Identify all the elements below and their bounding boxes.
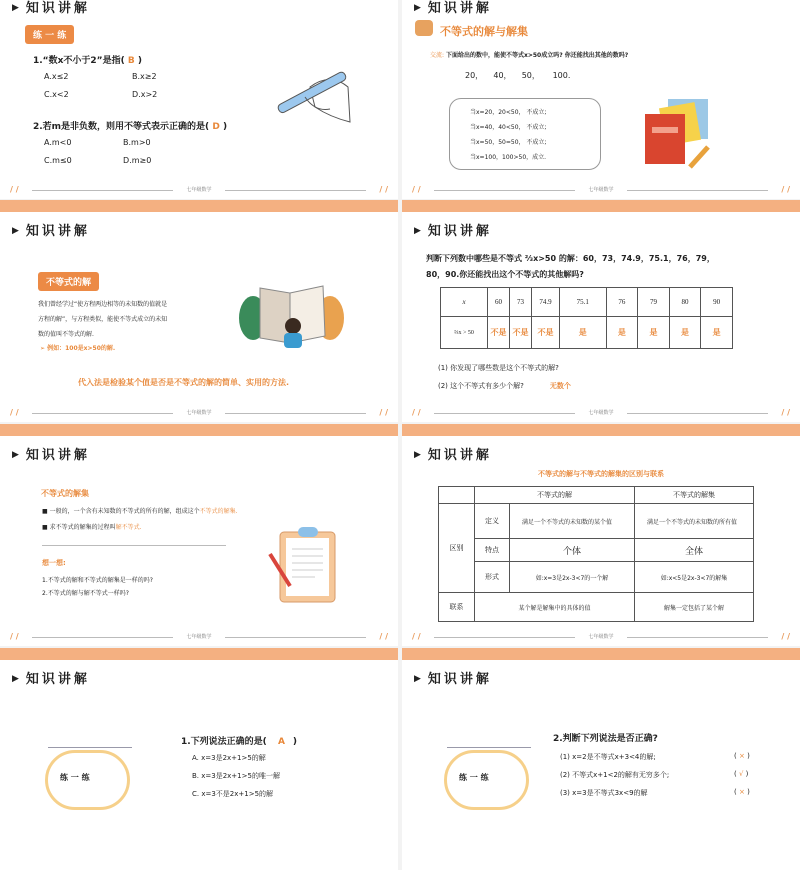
comparison-table	[438, 486, 754, 622]
slide-title: ▶ 知识讲解	[12, 0, 90, 16]
result-cell: 是	[606, 317, 638, 349]
answer-line: 当x=50，50=50， 不成立;	[470, 139, 547, 146]
x-cell: 76	[606, 288, 638, 317]
slide-inequality-solution[interactable]	[0, 200, 398, 422]
string	[48, 747, 132, 748]
empty-cell	[439, 487, 475, 504]
bullet-1: ■ 一般的，一个含有未知数的不等式的所有的解，组成这个不等式的解集.	[42, 508, 238, 515]
col-header: 不等式的解集	[635, 487, 754, 504]
slide-title: ▶ 知识讲解	[414, 668, 492, 687]
definition-text	[38, 297, 167, 342]
cloud-label: 练 一 练	[60, 773, 90, 782]
question-1: 1.“数x不小于2”是指( B )	[33, 56, 142, 66]
numbers: 20， 40， 50， 100.	[465, 71, 571, 80]
option: B.m>0	[123, 138, 151, 147]
statement: (3) x=3是不等式3x<9的解	[560, 789, 648, 797]
x-cell: 73	[510, 288, 532, 317]
result-cell: 是	[701, 317, 733, 349]
sub-question-1: (1) 你发现了哪些数是这个不等式的解?	[438, 364, 559, 372]
slide-title: ▶ 知识讲解	[12, 444, 90, 463]
result-cell: 是	[638, 317, 670, 349]
header-cell: x	[441, 288, 488, 317]
answer: ( × )	[734, 788, 750, 796]
slide-band	[0, 648, 398, 660]
row-label: 形式	[475, 562, 510, 593]
think-question: 2.不等式的解与解不等式一样吗?	[42, 590, 129, 597]
slide-title: ▶ 知识讲解	[414, 220, 492, 239]
cloud-label: 练 一 练	[459, 773, 489, 782]
cell: 如:x=3是2x-3<7的一个解	[510, 562, 635, 593]
slide-practice-2[interactable]	[0, 648, 398, 870]
cell: 如:x<5是2x-3<7的解集	[635, 562, 754, 593]
cell: 满足一个不等式的未知数的所有值	[635, 504, 754, 539]
x-cell: 80	[669, 288, 701, 317]
slide-band	[402, 200, 800, 212]
slide-solution-and-set[interactable]	[402, 0, 800, 199]
result-cell: 是	[560, 317, 607, 349]
answer-line: 当x=40，40<50， 不成立;	[470, 124, 547, 131]
slide-band	[402, 648, 800, 660]
slide-judge-solutions[interactable]	[402, 200, 800, 422]
option: C. x=3不是2x+1>5的解	[192, 790, 274, 798]
question-line: 80，90.你还能找出这个不等式的其他解吗?	[426, 270, 584, 279]
text-line: 数的值叫不等式的解.	[38, 331, 94, 338]
string	[447, 747, 531, 748]
cell: 满足一个不等式的未知数的某个值	[510, 504, 635, 539]
row-label: 联系	[439, 593, 475, 622]
slide-title: ▶ 知识讲解	[12, 668, 90, 687]
row-label: 定义	[475, 504, 510, 539]
hand-pen-illustration	[270, 67, 355, 127]
option: D.x>2	[132, 90, 158, 99]
answer: ( √ )	[734, 770, 749, 778]
result-cell: 不是	[532, 317, 560, 349]
option: C.m≤0	[44, 156, 72, 165]
clipboard-illustration	[265, 524, 340, 609]
slide-practice-1[interactable]	[0, 0, 398, 199]
exchange-line: 交流: 下面给出的数中，能使不等式x>50成立吗? 你还能找出其他的数吗?	[430, 52, 629, 59]
think-heading: 想一想:	[42, 559, 66, 567]
slide-title: ▶ 知识讲解	[12, 220, 90, 239]
option: A.x≤2	[44, 72, 69, 81]
cell: 解集一定包括了某个解	[635, 593, 754, 622]
judge-table	[440, 287, 733, 349]
table-heading: 不等式的解与不等式的解集的区别与联系	[538, 470, 664, 478]
think-question: 1.不等式的解和不等式的解集是一样的吗?	[42, 577, 153, 584]
divider	[42, 545, 226, 546]
text-line: 方程的解”，与方程类似，能使不等式成立的未知	[38, 316, 168, 323]
option: A. x=3是2x+1>5的解	[192, 754, 266, 762]
slide-title: ▶ 知识讲解	[414, 0, 492, 16]
option: A.m<0	[44, 138, 72, 147]
question: 1.下列说法正确的是( A )	[181, 737, 298, 747]
question	[426, 251, 715, 283]
text-line: 我们曾经学过“使方程两边相等的未知数的值就是	[38, 301, 168, 308]
option: C.x<2	[44, 90, 69, 99]
books-illustration	[640, 97, 720, 172]
result-cell: 是	[669, 317, 701, 349]
question: 2.判断下列说法是否正确?	[553, 734, 658, 744]
heading: 不等式的解集	[41, 489, 89, 498]
header-cell: ⅔x > 50	[441, 317, 488, 349]
example: ➢ 例如：100是x>50的解.	[40, 345, 116, 352]
statement: (1) x=2是不等式x+3<4的解;	[560, 753, 656, 761]
answer-box	[449, 98, 601, 170]
x-cell: 74.9	[532, 288, 560, 317]
row-label: 特点	[475, 539, 510, 562]
question-line: 判断下列数中哪些是不等式 ⅔x>50 的解：60，73，74.9，75.1，76，79，	[426, 254, 715, 263]
slide-band	[0, 200, 398, 212]
cell: 个体	[510, 539, 635, 562]
conclusion: 代入法是检验某个值是否是不等式的解的简单、实用的方法.	[78, 378, 290, 387]
slide-footer: / / 七年级数学 / /	[10, 185, 388, 194]
slide-title: ▶ 知识讲解	[414, 444, 492, 463]
answer-line: 当x=20，20<50， 不成立;	[470, 109, 547, 116]
option: D.m≥0	[123, 156, 152, 165]
result-cell: 不是	[510, 317, 532, 349]
slide-band	[402, 424, 800, 436]
answer: ( × )	[734, 752, 750, 760]
row-group-label: 区别	[439, 504, 475, 593]
x-cell: 75.1	[560, 288, 607, 317]
x-cell: 90	[701, 288, 733, 317]
slide-comparison-table[interactable]	[402, 424, 800, 646]
x-cell: 79	[638, 288, 670, 317]
option: B. x=3是2x+1>5的唯一解	[192, 772, 280, 780]
slide-footer: / / 七年级数学 / /	[412, 632, 790, 641]
statement: (2) 不等式x+1<2的解有无穷多个;	[560, 771, 670, 779]
bullet-2: ■ 求不等式的解集的过程叫解不等式.	[42, 524, 142, 531]
sub-question-2: (2) 这个不等式有多少个解? 无数个	[438, 382, 571, 390]
heading: 不等式的解与解集	[440, 25, 528, 38]
answer-line: 当x=100，100>50，成立.	[470, 154, 547, 161]
cell: 全体	[635, 539, 754, 562]
slide-solution-set[interactable]	[0, 424, 398, 646]
slide-footer: / / 七年级数学 / /	[412, 185, 790, 194]
slide-footer: / / 七年级数学 / /	[10, 408, 388, 417]
question-2: 2.若m是非负数，则用不等式表示正确的是( D )	[33, 122, 228, 132]
slide-footer: / / 七年级数学 / /	[412, 408, 790, 417]
slide-practice-3[interactable]	[402, 648, 800, 870]
result-cell: 不是	[488, 317, 510, 349]
practice-badge: 练 一 练	[25, 25, 74, 44]
slide-footer: / / 七年级数学 / /	[10, 632, 388, 641]
col-header: 不等式的解	[475, 487, 635, 504]
cell: 某个解是解集中的具体的值	[475, 593, 635, 622]
box-icon	[415, 20, 433, 36]
option: B.x≥2	[132, 72, 157, 81]
definition-badge: 不等式的解	[38, 272, 99, 291]
reading-child-illustration	[235, 278, 347, 356]
x-cell: 60	[488, 288, 510, 317]
slide-band	[0, 424, 398, 436]
